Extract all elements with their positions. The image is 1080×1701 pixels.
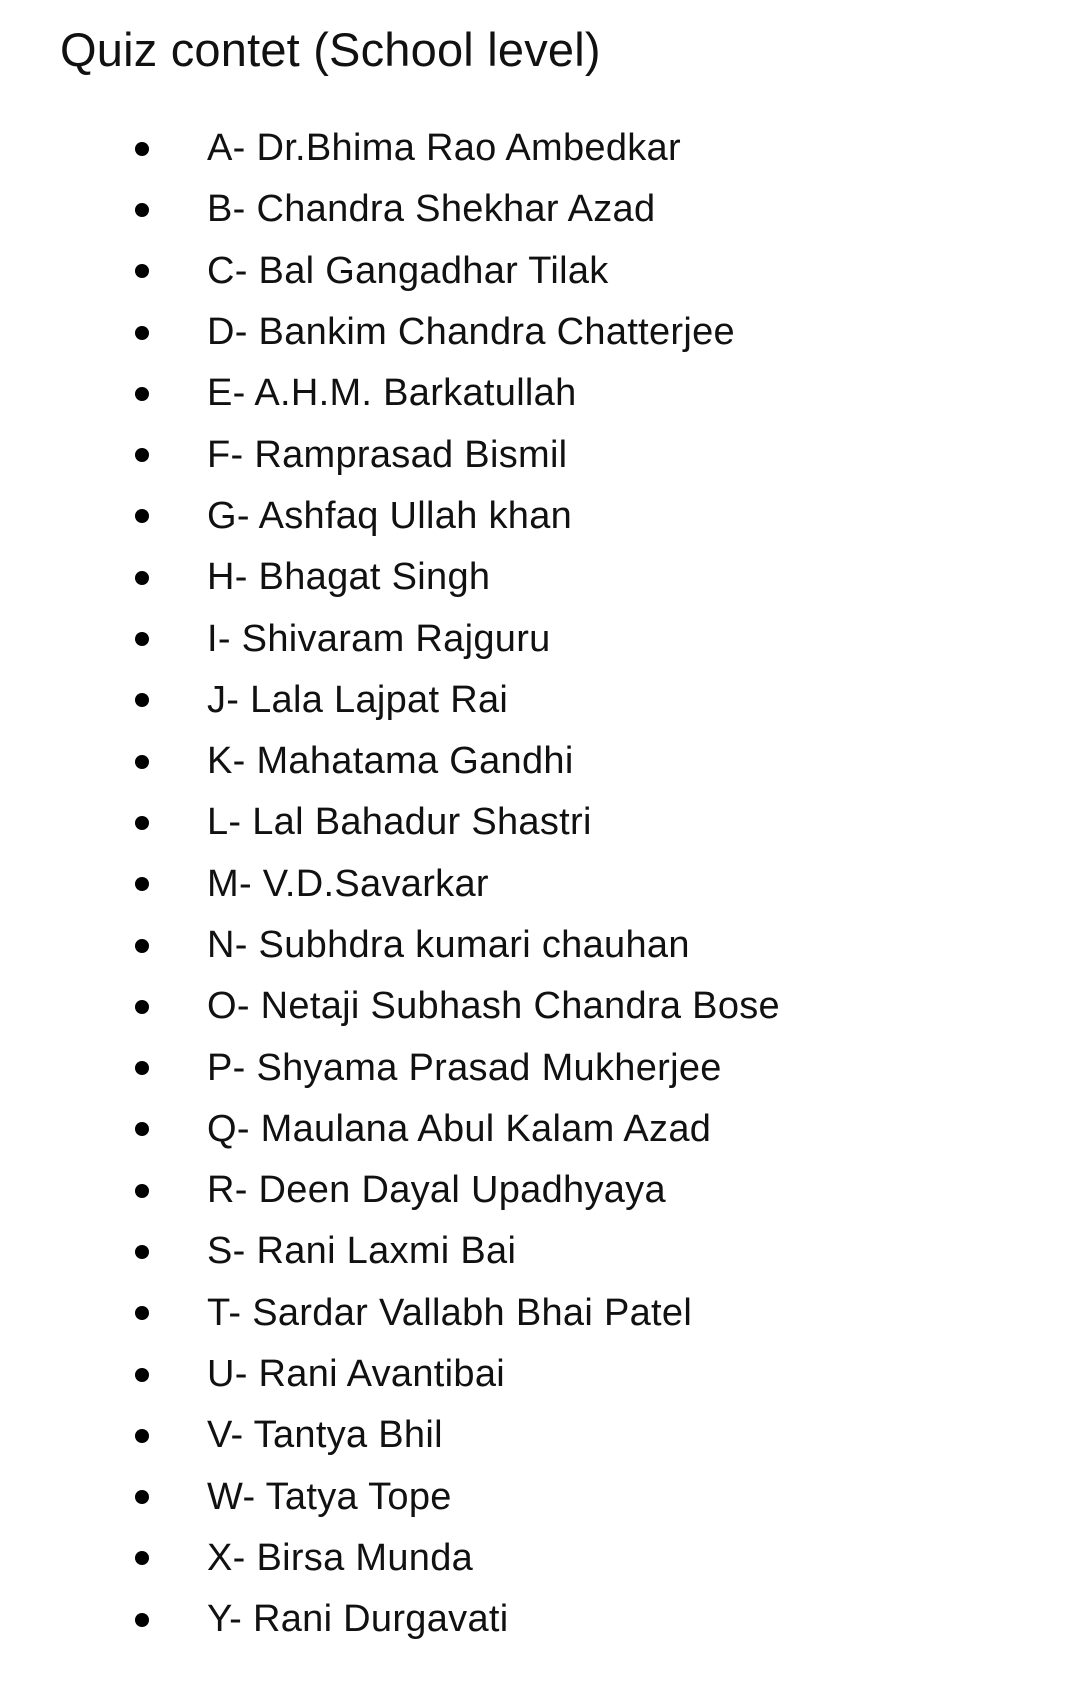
page-title: Quiz contet (School level)	[60, 23, 601, 76]
list-item-label: A- Dr.Bhima Rao Ambedkar	[207, 127, 681, 170]
bullet-icon	[135, 1306, 149, 1320]
list-item-label: O- Netaji Subhash Chandra Bose	[207, 985, 780, 1028]
bullet-icon	[135, 387, 149, 401]
bullet-icon	[135, 1429, 149, 1443]
bullet-icon	[135, 693, 149, 707]
bullet-icon	[135, 816, 149, 830]
bullet-icon	[135, 1245, 149, 1259]
bullet-icon	[135, 142, 149, 156]
list-item-label: E- A.H.M. Barkatullah	[207, 372, 577, 415]
bullet-icon	[135, 877, 149, 891]
bullet-icon	[135, 264, 149, 278]
bullet-icon	[135, 1061, 149, 1075]
bullet-icon	[135, 1000, 149, 1014]
list-item-label: L- Lal Bahadur Shastri	[207, 801, 592, 844]
list-item-label: V- Tantya Bhil	[207, 1414, 443, 1457]
list-item-label: H- Bhagat Singh	[207, 556, 491, 599]
list-item-label: Y- Rani Durgavati	[207, 1598, 509, 1641]
list-item-label: J- Lala Lajpat Rai	[207, 678, 509, 721]
bullet-icon	[135, 632, 149, 646]
bullet-icon	[135, 1613, 149, 1627]
bullet-icon	[135, 939, 149, 953]
bullet-icon	[135, 1490, 149, 1504]
list-item-label: F- Ramprasad Bismil	[207, 433, 568, 476]
list-item-label: Q- Maulana Abul Kalam Azad	[207, 1107, 712, 1150]
list-item-label: K- Mahatama Gandhi	[207, 740, 574, 783]
bullet-icon	[135, 755, 149, 769]
bullet-icon	[135, 571, 149, 585]
bullet-icon	[135, 1368, 149, 1382]
bullet-icon	[135, 203, 149, 217]
bullet-icon	[135, 448, 149, 462]
list-item-label: T- Sardar Vallabh Bhai Patel	[207, 1291, 693, 1334]
list-item-label: M- V.D.Savarkar	[207, 862, 489, 905]
bullet-icon	[135, 509, 149, 523]
list-item-label: U- Rani Avantibai	[207, 1353, 506, 1396]
bullet-icon	[135, 1184, 149, 1198]
bullet-icon	[135, 326, 149, 340]
list-item-label: G- Ashfaq Ullah khan	[207, 494, 573, 537]
list-item-label: W- Tatya Tope	[207, 1475, 452, 1518]
bullet-icon	[135, 1551, 149, 1565]
list-item-label: B- Chandra Shekhar Azad	[207, 188, 656, 231]
list-item-label: N- Subhdra kumari chauhan	[207, 924, 690, 966]
list-item-label: X- Birsa Munda	[207, 1536, 474, 1579]
list-item-label: C- Bal Gangadhar Tilak	[207, 249, 609, 292]
bullet-icon	[135, 1122, 149, 1136]
list-item-label: S- Rani Laxmi Bai	[207, 1230, 517, 1273]
list-item-label: P- Shyama Prasad Mukherjee	[207, 1046, 722, 1089]
list-item-label: I- Shivaram Rajguru	[207, 617, 551, 660]
list-item-label: R- Deen Dayal Upadhyaya	[207, 1169, 666, 1212]
list-item-label: D- Bankim Chandra Chatterjee	[207, 311, 735, 354]
